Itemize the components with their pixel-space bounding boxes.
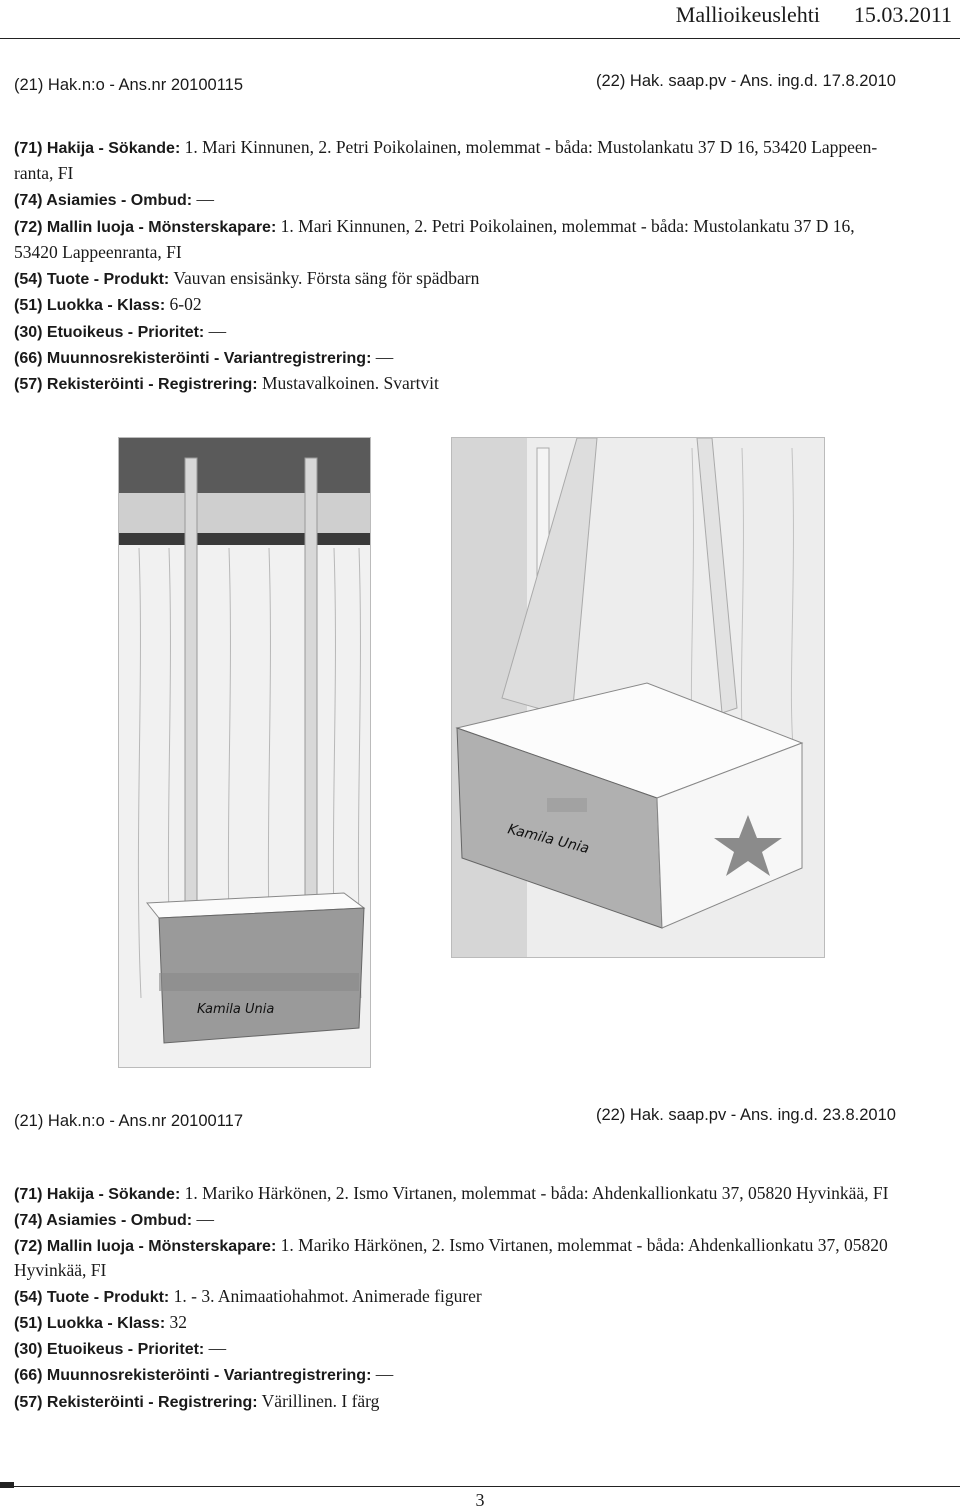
priority-value: —: [208, 1338, 227, 1358]
agent-label: (74) Asiamies - Ombud:: [14, 192, 193, 209]
designer-label: (72) Mallin luoja - Mönsterskapare:: [14, 219, 277, 236]
footer-rule: [0, 1486, 960, 1487]
designer-value: 1. Mari Kinnunen, 2. Petri Poikolainen, molemmat - båda: Mustolankatu 37 D 16,: [280, 216, 855, 236]
publication-title: Mallioikeuslehti: [675, 2, 820, 27]
priority-label: (30) Etuoikeus - Prioritet:: [14, 324, 205, 341]
application-number: (21) Hak.n:o - Ans.nr 20100115: [14, 76, 244, 94]
registration-value: Värillinen. I färg: [261, 1391, 380, 1411]
variant-row: [14, 1361, 393, 1389]
designer-value-cont: Hyvinkää, FI: [14, 1260, 107, 1280]
designer-label: (72) Mallin luoja - Mönsterskapare:: [14, 1238, 277, 1255]
variant-label: (66) Muunnosrekisteröinti - Variantregistrering:: [14, 1367, 372, 1384]
agent-row: [14, 186, 214, 214]
product-label: (54) Tuote - Produkt:: [14, 1289, 170, 1306]
variant-row: [14, 344, 393, 372]
product-value: Vauvan ensisänky. Första säng för spädbarn: [173, 268, 480, 288]
agent-label: (74) Asiamies - Ombud:: [14, 1212, 193, 1229]
class-value: 6-02: [169, 294, 202, 314]
product-photo-front: [118, 437, 371, 1068]
designer-value-cont: 53420 Lappeenranta, FI: [14, 242, 182, 262]
priority-row: [14, 318, 226, 346]
application-number: (21) Hak.n:o - Ans.nr 20100117: [14, 1112, 244, 1130]
registration-value: Mustavalkoinen. Svartvit: [261, 373, 439, 393]
product-row: [14, 265, 479, 293]
variant-value: —: [375, 1364, 394, 1384]
footer-marker: [0, 1482, 14, 1488]
applicant-label: (71) Hakija - Sökande:: [14, 1186, 181, 1203]
applicant-row: [14, 1180, 889, 1208]
product-label: (54) Tuote - Produkt:: [14, 271, 170, 288]
filing-date: (22) Hak. saap.pv - Ans. ing.d. 23.8.2010: [596, 1106, 896, 1124]
product-photo-perspective: [451, 437, 825, 958]
agent-row: [14, 1206, 214, 1234]
registration-label: (57) Rekisteröinti - Registrering:: [14, 376, 258, 393]
page-number: 3: [475, 1490, 485, 1510]
page-header: [0, 0, 960, 39]
class-label: (51) Luokka - Klass:: [14, 1315, 166, 1332]
product-row: [14, 1283, 482, 1311]
priority-row: [14, 1335, 226, 1363]
class-label: (51) Luokka - Klass:: [14, 297, 166, 314]
class-row: [14, 291, 202, 319]
priority-label: (30) Etuoikeus - Prioritet:: [14, 1341, 205, 1358]
applicant-value: 1. Mari Kinnunen, 2. Petri Poikolainen, molemmat - båda: Mustolankatu 37 D 16, 53420 Lappeen-: [184, 137, 878, 157]
photo-embroidery-text: Kamila Unia: [197, 1002, 275, 1017]
agent-value: —: [196, 189, 214, 209]
class-row: [14, 1309, 187, 1337]
applicant-label: (71) Hakija - Sökande:: [14, 140, 181, 157]
applicant-value-cont: ranta, FI: [14, 163, 74, 183]
designer-value: 1. Mariko Härkönen, 2. Ismo Virtanen, molemmat - båda: Ahdenkallionkatu 37, 05820: [280, 1235, 888, 1255]
variant-label: (66) Muunnosrekisteröinti - Variantregistrering:: [14, 350, 372, 367]
designer-row: [14, 213, 855, 241]
registration-row: [14, 1388, 379, 1416]
applicant-row: [14, 134, 877, 162]
priority-value: —: [208, 321, 227, 341]
product-value: 1. - 3. Animaatiohahmot. Animerade figurer: [173, 1286, 482, 1306]
variant-value: —: [375, 347, 394, 367]
applicant-value: 1. Mariko Härkönen, 2. Ismo Virtanen, molemmat - båda: Ahdenkallionkatu 37, 05820 Hyvinkää, FI: [184, 1183, 889, 1203]
agent-value: —: [196, 1209, 214, 1229]
photo-embroidery-text-2: Kamila Unia: [506, 821, 591, 858]
filing-date: (22) Hak. saap.pv - Ans. ing.d. 17.8.2010: [596, 72, 896, 90]
class-value: 32: [169, 1312, 188, 1332]
designer-row: [14, 1232, 888, 1260]
registration-row: [14, 370, 439, 398]
publication-date: 15.03.2011: [853, 2, 952, 27]
registration-label: (57) Rekisteröinti - Registrering:: [14, 1394, 258, 1411]
